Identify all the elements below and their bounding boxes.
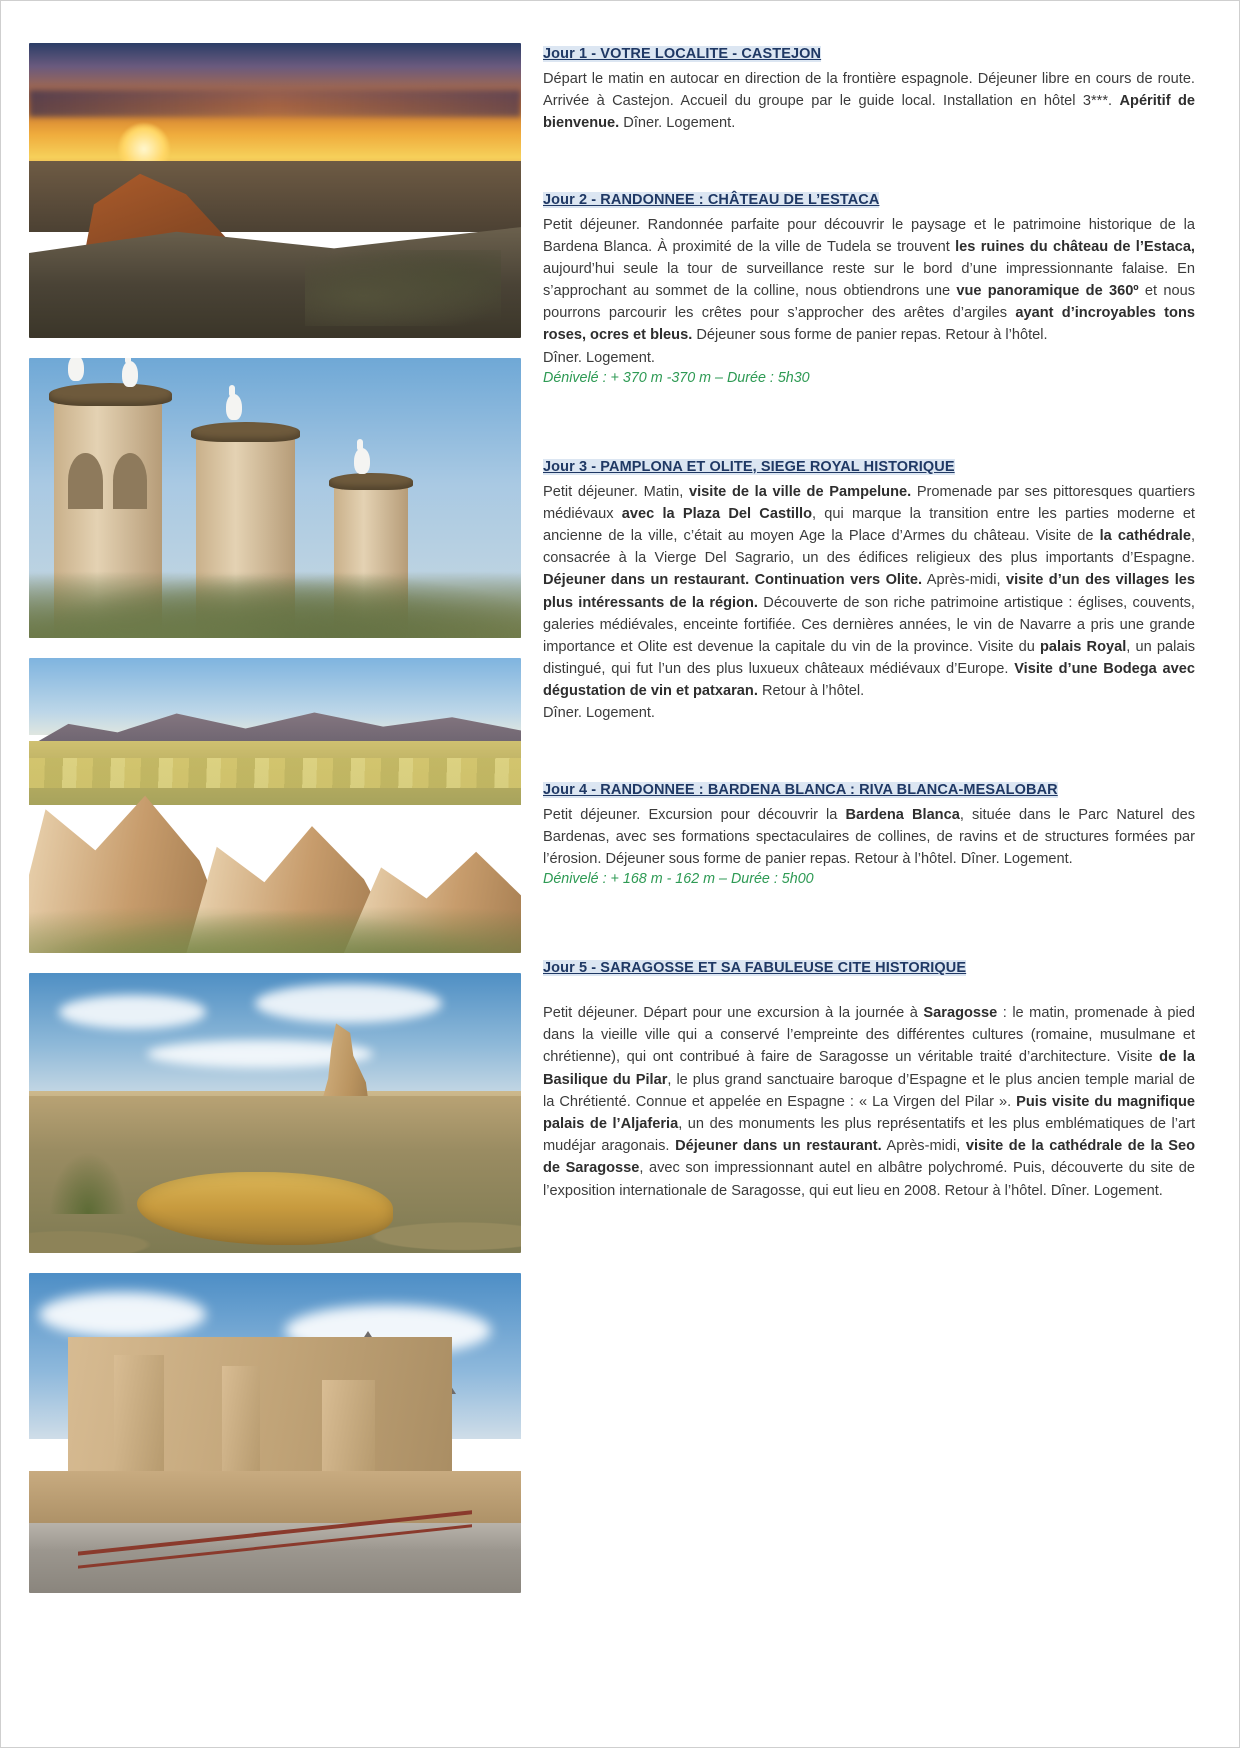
day-paragraph: Petit déjeuner. Départ pour une excursion à la journée à Saragosse : le matin, promenade à pied dans la vieille ville qui a conservé l’empreinte des différentes cultures (romaine, musulmane et chrétienne), qui ont contribué à faire de Saragosse un véritable traité d’architecture. Visite de la Basilique du Pilar, le plus grand sanctuaire baroque d’Espagne et le plus ancien temple marial de la Chrétienté. Connue et appelée en Espagne : « La Virgen del Pilar ». Puis visite du magnifique palais de l’Aljaferia, un des monuments les plus représentatifs et les plus emblématiques de l’art mudéjar aragonais. Déjeuner dans un restaurant. Après-midi, visite de la cathédrale de la Seo de Saragosse, avec son impressionnant autel en albâtre polychromé. Puis, découverte du site de l’exposition internationale de Saragosse, qui eut lieu en 2008. Retour à l’hôtel. Dîner. Logement.: [543, 1005, 1195, 1199]
day-paragraph: Départ le matin en autocar en direction de la frontière espagnole. Déjeuner libre en cours de route. Arrivée à Castejon. Accueil du groupe par le guide local. Installation en hôtel 3***. Apéritif de bienvenue. Dîner. Logement.: [543, 71, 1195, 132]
photo-olite-castle: [29, 1273, 521, 1593]
day-denivele: Dénivelé : + 168 m - 162 m – Durée : 5h00: [543, 871, 814, 888]
day-extra-line: Dîner. Logement.: [543, 705, 655, 722]
photo-stork-nests: [29, 358, 521, 638]
day-extra-line: Dîner. Logement.: [543, 349, 655, 366]
day-section-3: [543, 458, 1195, 725]
day-title: Jour 2 - RANDONNEE : CHÂTEAU DE L’ESTACA: [543, 191, 880, 208]
day-denivele: Dénivelé : + 370 m -370 m – Durée : 5h30: [543, 369, 810, 386]
page-content: [1, 1, 1240, 1748]
itinerary-column: [543, 31, 1205, 1719]
day-section-1: [543, 45, 1195, 135]
day-section-2: [543, 191, 1195, 386]
photo-bardena-badlands: [29, 658, 521, 953]
day-section-4: [543, 781, 1195, 888]
photo-castildetierra: [29, 973, 521, 1253]
day-title: Jour 4 - RANDONNEE : BARDENA BLANCA : RIVA BLANCA-MESALOBAR: [543, 781, 1058, 798]
day-paragraph: Petit déjeuner. Randonnée parfaite pour découvrir le paysage et le patrimoine historique de la Bardena Blanca. À proximité de la ville de Tudela se trouvent les ruines du château de l’Estaca, aujourd’hui seule la tour de surveillance reste sur le bord d’une impressionnante falaise. En s’approchant au sommet de la colline, nous obtiendrons une vue panoramique de 360º et nous pourrons parcourir les crêtes pour s’approcher des arêtes d’argiles ayant d’incroyables tons roses, ocres et bleus. Déjeuner sous forme de panier repas. Retour à l’hôtel.: [543, 216, 1196, 344]
day-title: Jour 1 - VOTRE LOCALITE - CASTEJON: [543, 46, 822, 62]
day-title: Jour 5 - SARAGOSSE ET SA FABULEUSE CITE HISTORIQUE: [543, 960, 967, 977]
photo-desert-sunset: [29, 43, 521, 338]
day-paragraph: Petit déjeuner. Excursion pour découvrir la Bardena Blanca, située dans le Parc Naturel des Bardenas, avec ses formations spectaculaires de collines, de ravins et de structures formées par l’érosion. Déjeuner sous forme de panier repas. Retour à l’hôtel. Dîner. Logement.: [543, 806, 1195, 867]
day-section-5: [543, 959, 1195, 1202]
photo-column: [29, 31, 521, 1719]
day-title: Jour 3 - PAMPLONA ET OLITE, SIEGE ROYAL HISTORIQUE: [543, 458, 955, 475]
day-paragraph: Petit déjeuner. Matin, visite de la ville de Pampelune. Promenade par ses pittoresques quartiers médiévaux avec la Plaza Del Castillo, qui marque la transition entre les parties moderne et ancienne de la ville, c’était au moyen Age la Place d’Armes du château. Visite de la cathédrale, consacrée à la Vierge Del Sagrario, un des édifices religieux des plus importants d’Espagne. Déjeuner dans un restaurant. Continuation vers Olite. Après-midi, visite d’un des villages les plus intéressants de la région. Découverte de son riche patrimoine artistique : églises, couvents, galeries médiévales, enceinte fortifiée. Ces dernières années, le vin de Navarre a pris une grande importance et Olite est devenue la capitale du vin de la province. Visite du palais Royal, un palais distingué, qui fut l’un des plus luxueux châteaux médiévaux d’Europe. Visite d’une Bodega avec dégustation de vin et patxaran. Retour à l’hôtel.: [543, 483, 1196, 700]
